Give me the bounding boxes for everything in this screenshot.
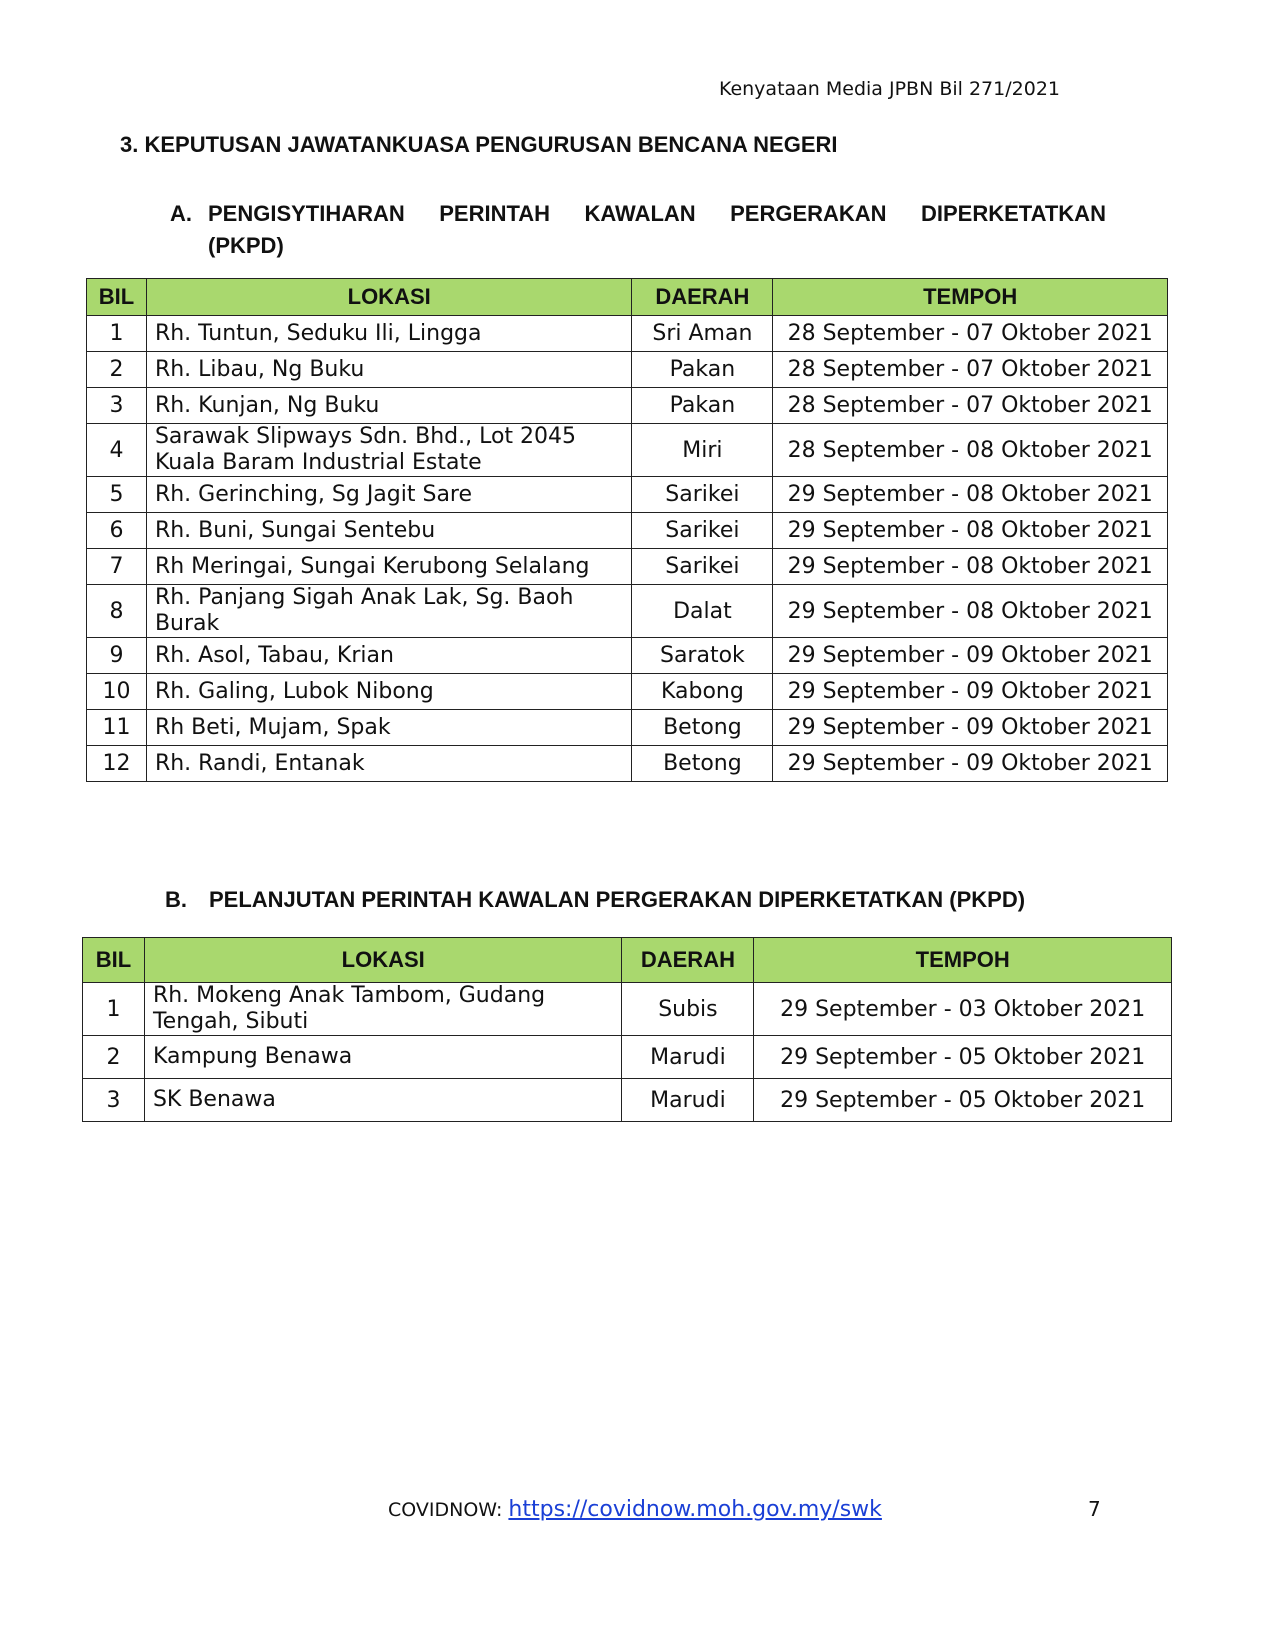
cell-tempoh: 29 September - 09 Oktober 2021 <box>773 710 1168 746</box>
table-row <box>87 424 1168 477</box>
footer-label: COVIDNOW: <box>388 1499 503 1521</box>
part-a-title-line1 <box>208 198 1106 230</box>
part-a-title-word: PERINTAH <box>439 201 551 226</box>
column-header-daerah: DAERAH <box>622 938 754 983</box>
section-title: 3. KEPUTUSAN JAWATANKUASA PENGURUSAN BENCANA NEGERI <box>120 132 838 157</box>
cell-bil: 7 <box>87 549 147 585</box>
table-header-row <box>83 938 1172 983</box>
cell-tempoh: 29 September - 05 Oktober 2021 <box>754 1036 1172 1079</box>
cell-tempoh: 28 September - 07 Oktober 2021 <box>773 316 1168 352</box>
pkpd-extension-table <box>82 937 1172 1122</box>
cell-daerah: Kabong <box>632 674 773 710</box>
cell-daerah: Miri <box>632 424 773 477</box>
part-b-title <box>165 884 1025 916</box>
cell-bil: 5 <box>87 477 147 513</box>
part-b-title-text: PELANJUTAN PERINTAH KAWALAN PERGERAKAN DIPERKETATKAN (PKPD) <box>209 887 1026 912</box>
table-row <box>87 352 1168 388</box>
cell-daerah: Sarikei <box>632 513 773 549</box>
part-a-letter: A. <box>170 201 192 226</box>
cell-tempoh: 29 September - 09 Oktober 2021 <box>773 746 1168 782</box>
cell-daerah: Saratok <box>632 638 773 674</box>
covidnow-link[interactable]: https://covidnow.moh.gov.my/swk <box>508 1497 882 1522</box>
cell-daerah: Betong <box>632 710 773 746</box>
table-row <box>87 638 1168 674</box>
cell-lokasi: Rh Meringai, Sungai Kerubong Selalang <box>146 549 631 585</box>
cell-lokasi: SK Benawa <box>144 1079 622 1122</box>
page-number: 7 <box>1088 1497 1101 1521</box>
cell-tempoh: 29 September - 05 Oktober 2021 <box>754 1079 1172 1122</box>
cell-lokasi: Rh. Asol, Tabau, Krian <box>146 638 631 674</box>
cell-daerah: Pakan <box>632 352 773 388</box>
cell-lokasi: Rh. Gerinching, Sg Jagit Sare <box>146 477 631 513</box>
column-header-bil: BIL <box>83 938 145 983</box>
part-a-title-word: KAWALAN <box>584 201 696 226</box>
cell-tempoh: 29 September - 08 Oktober 2021 <box>773 513 1168 549</box>
table-row <box>87 674 1168 710</box>
cell-daerah: Sarikei <box>632 477 773 513</box>
table-row <box>87 513 1168 549</box>
cell-lokasi: Sarawak Slipways Sdn. Bhd., Lot 2045 Kuala Baram Industrial Estate <box>146 424 631 477</box>
cell-bil: 1 <box>83 983 145 1036</box>
table-row <box>87 316 1168 352</box>
column-header-bil: BIL <box>87 279 147 316</box>
table-row <box>87 477 1168 513</box>
cell-tempoh: 29 September - 08 Oktober 2021 <box>773 585 1168 638</box>
column-header-lokasi: LOKASI <box>144 938 622 983</box>
pkpd-declaration-table <box>86 278 1168 782</box>
table-header-row <box>87 279 1168 316</box>
cell-lokasi: Kampung Benawa <box>144 1036 622 1079</box>
cell-lokasi: Rh Beti, Mujam, Spak <box>146 710 631 746</box>
part-b-letter: B. <box>165 887 187 912</box>
cell-bil: 9 <box>87 638 147 674</box>
cell-tempoh: 29 September - 08 Oktober 2021 <box>773 477 1168 513</box>
cell-daerah: Pakan <box>632 388 773 424</box>
cell-bil: 2 <box>87 352 147 388</box>
cell-tempoh: 28 September - 07 Oktober 2021 <box>773 352 1168 388</box>
column-header-tempoh: TEMPOH <box>773 279 1168 316</box>
cell-bil: 12 <box>87 746 147 782</box>
cell-tempoh: 29 September - 09 Oktober 2021 <box>773 638 1168 674</box>
part-a-title-line2: (PKPD) <box>208 233 284 258</box>
cell-tempoh: 28 September - 07 Oktober 2021 <box>773 388 1168 424</box>
column-header-lokasi: LOKASI <box>146 279 631 316</box>
part-a-title-word: PERGERAKAN <box>730 201 887 226</box>
cell-daerah: Dalat <box>632 585 773 638</box>
table-row <box>87 388 1168 424</box>
cell-daerah: Sri Aman <box>632 316 773 352</box>
cell-tempoh: 29 September - 08 Oktober 2021 <box>773 549 1168 585</box>
cell-lokasi: Rh. Buni, Sungai Sentebu <box>146 513 631 549</box>
cell-bil: 8 <box>87 585 147 638</box>
cell-lokasi: Rh. Tuntun, Seduku Ili, Lingga <box>146 316 631 352</box>
cell-daerah: Betong <box>632 746 773 782</box>
cell-lokasi: Rh. Panjang Sigah Anak Lak, Sg. Baoh Burak <box>146 585 631 638</box>
cell-lokasi: Rh. Libau, Ng Buku <box>146 352 631 388</box>
cell-daerah: Subis <box>622 983 754 1036</box>
cell-lokasi: Rh. Kunjan, Ng Buku <box>146 388 631 424</box>
column-header-tempoh: TEMPOH <box>754 938 1172 983</box>
cell-tempoh: 29 September - 03 Oktober 2021 <box>754 983 1172 1036</box>
cell-bil: 2 <box>83 1036 145 1079</box>
cell-daerah: Marudi <box>622 1036 754 1079</box>
table-row <box>83 983 1172 1036</box>
cell-tempoh: 28 September - 08 Oktober 2021 <box>773 424 1168 477</box>
cell-bil: 4 <box>87 424 147 477</box>
part-a-title-word: PENGISYTIHARAN <box>208 201 405 226</box>
cell-bil: 11 <box>87 710 147 746</box>
cell-bil: 3 <box>87 388 147 424</box>
cell-bil: 10 <box>87 674 147 710</box>
cell-bil: 6 <box>87 513 147 549</box>
table-row <box>83 1036 1172 1079</box>
cell-tempoh: 29 September - 09 Oktober 2021 <box>773 674 1168 710</box>
part-a-title <box>170 198 1106 262</box>
table-row <box>83 1079 1172 1122</box>
document-reference: Kenyataan Media JPBN Bil 271/2021 <box>718 78 1060 100</box>
cell-lokasi: Rh. Galing, Lubok Nibong <box>146 674 631 710</box>
table-row <box>87 585 1168 638</box>
cell-daerah: Marudi <box>622 1079 754 1122</box>
column-header-daerah: DAERAH <box>632 279 773 316</box>
table-row <box>87 710 1168 746</box>
part-a-title-word: DIPERKETATKAN <box>921 201 1106 226</box>
cell-daerah: Sarikei <box>632 549 773 585</box>
table-row <box>87 746 1168 782</box>
table-row <box>87 549 1168 585</box>
cell-bil: 3 <box>83 1079 145 1122</box>
cell-lokasi: Rh. Randi, Entanak <box>146 746 631 782</box>
cell-bil: 1 <box>87 316 147 352</box>
footer <box>388 1497 882 1522</box>
cell-lokasi: Rh. Mokeng Anak Tambom, Gudang Tengah, Sibuti <box>144 983 622 1036</box>
